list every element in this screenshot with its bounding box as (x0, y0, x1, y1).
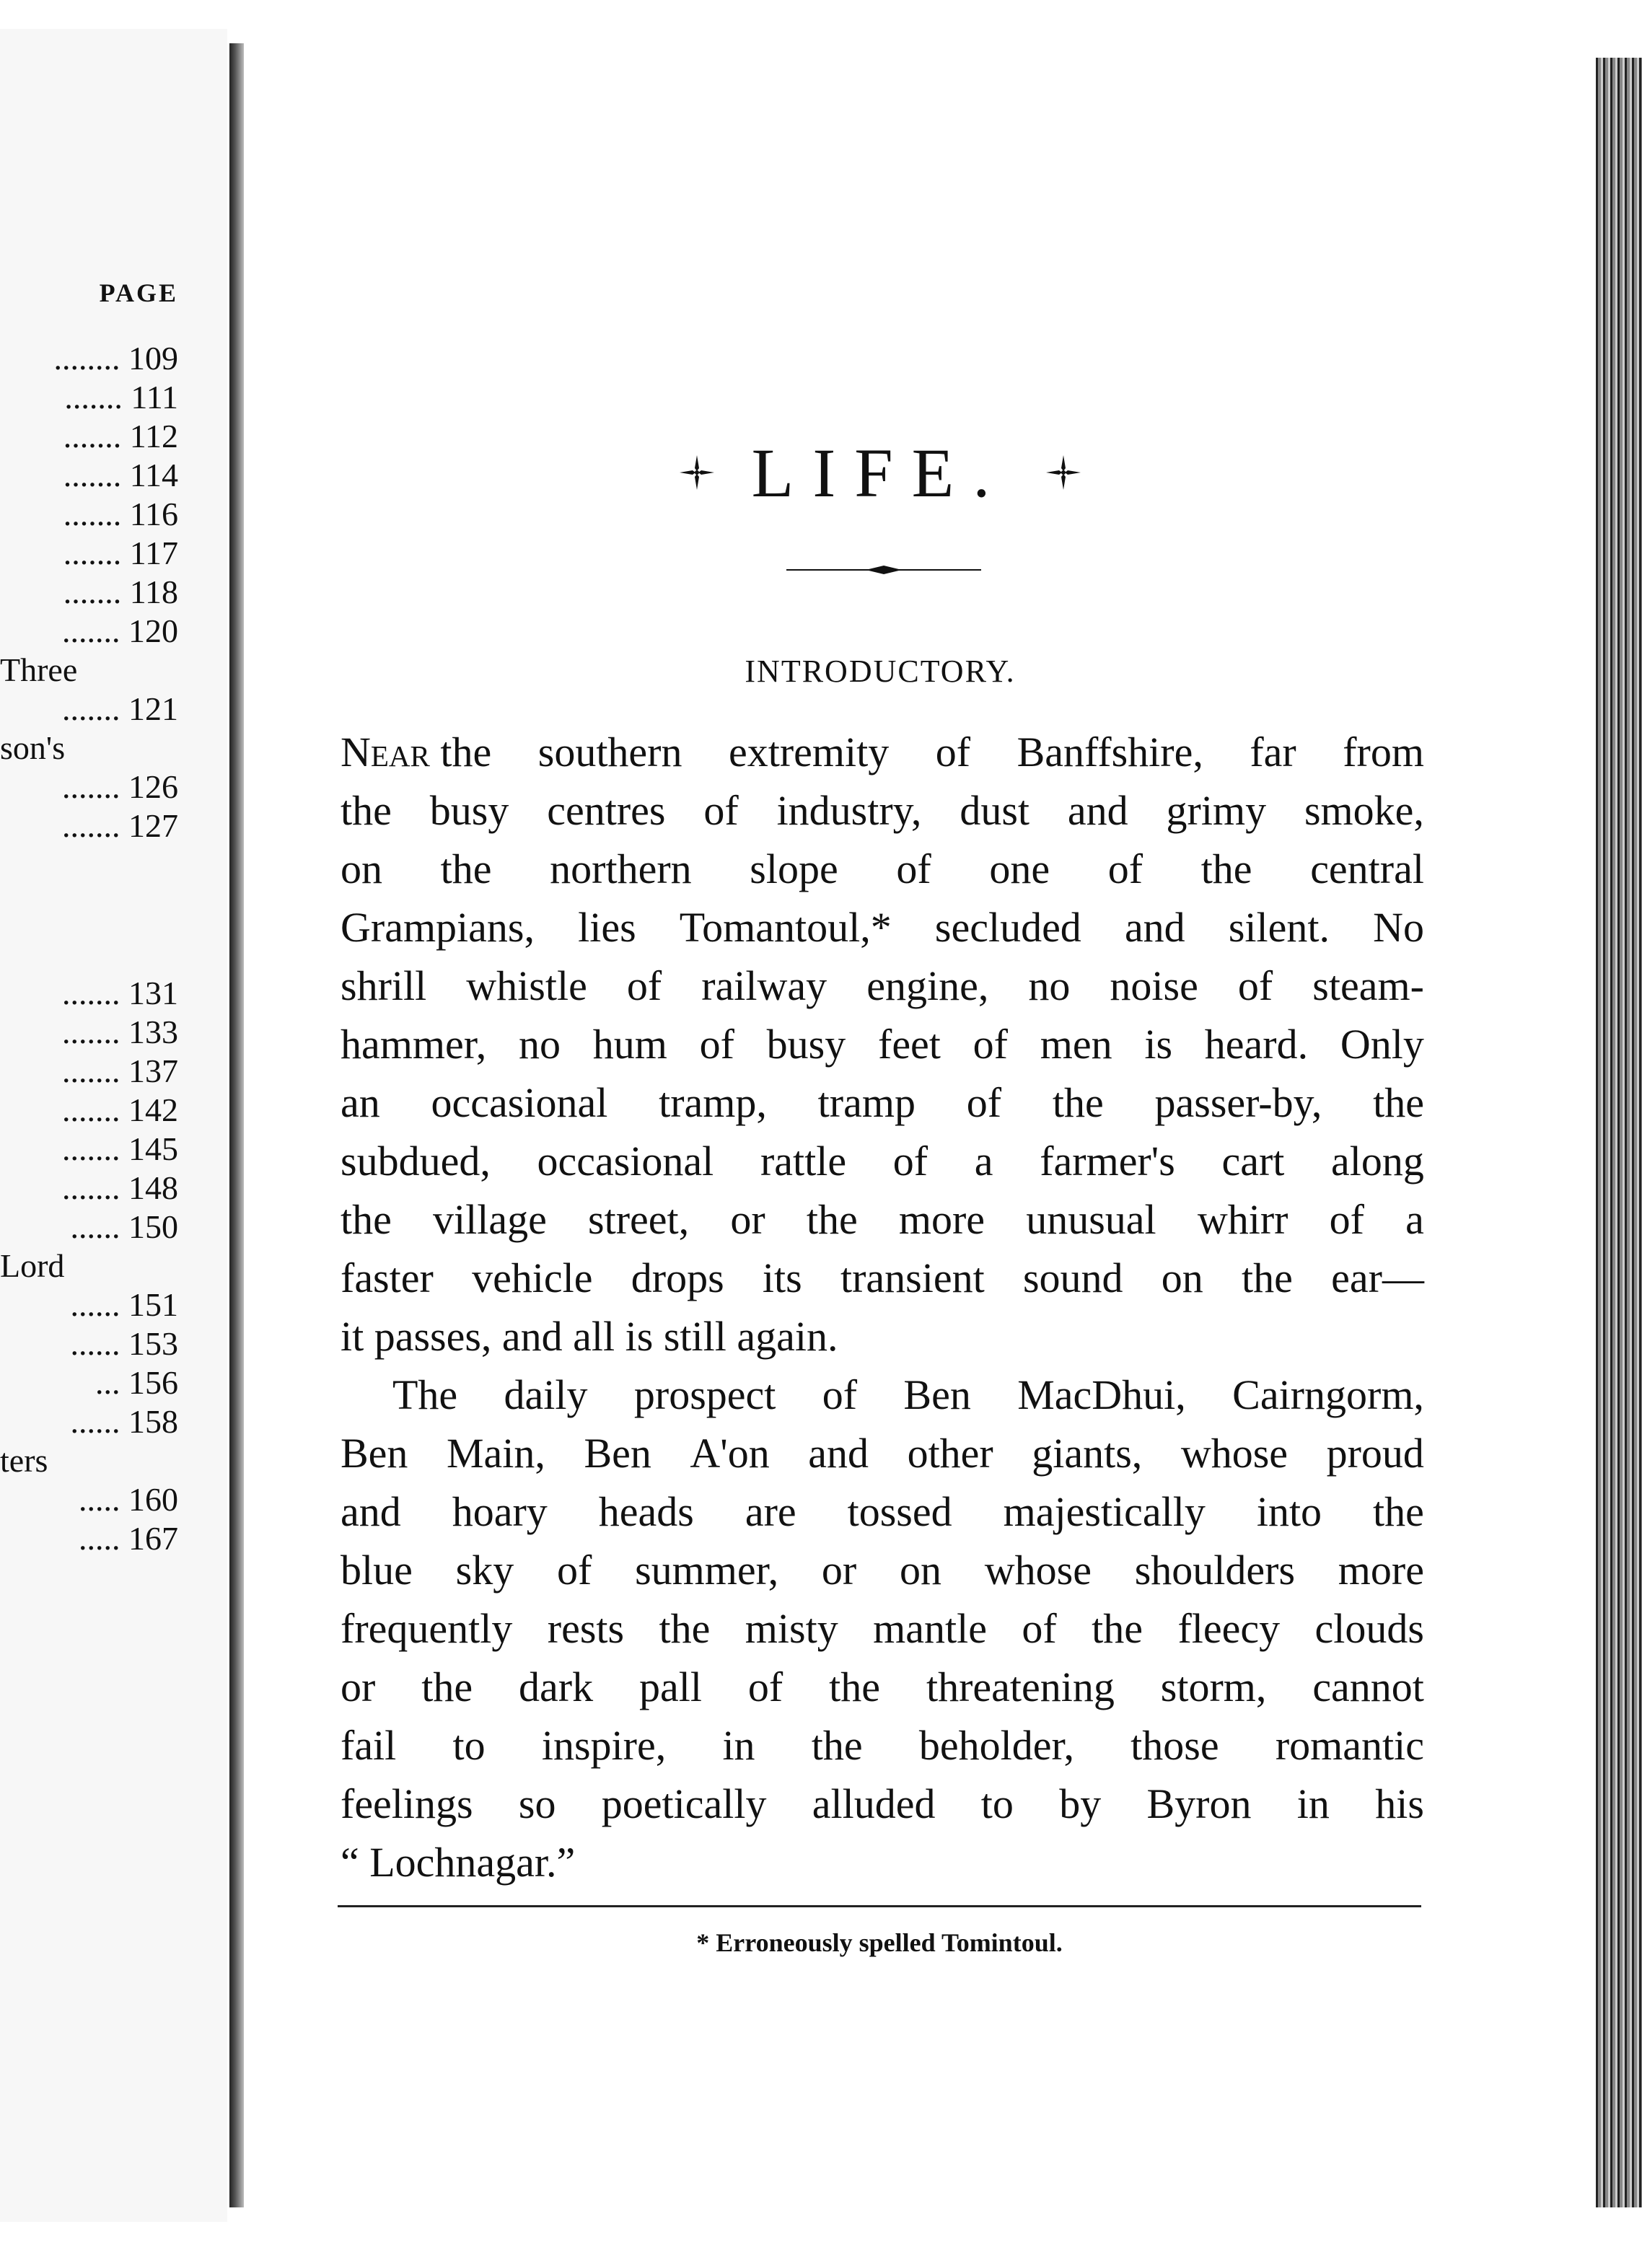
toc-entry (71, 1208, 179, 1246)
toc-entry (54, 339, 179, 377)
toc-leader-dots: ....... (62, 768, 128, 805)
footnote-rule (338, 1905, 1421, 1907)
text-line: faster vehicle drops its transient sound on the ear— (341, 1254, 1424, 1301)
toc-page-number: 112 (129, 418, 178, 454)
text-line: Ben Main, Ben A'on and other giants, whose proud (341, 1430, 1424, 1477)
paragraph-2 (341, 1366, 1424, 1891)
toc-page-header: PAGE (99, 278, 178, 307)
toc-page-number: 118 (129, 573, 178, 610)
toc-leader-dots: ... (95, 1364, 128, 1401)
toc-page-number: 111 (131, 379, 178, 416)
toc-leader-dots: ....... (63, 418, 130, 454)
text-line: it passes, and all is still again. (341, 1313, 838, 1360)
toc-page-number: 126 (128, 768, 178, 805)
toc-leader-dots: ..... (79, 1481, 128, 1518)
toc-page-number: 120 (128, 612, 178, 649)
page-edge-stack (1596, 58, 1642, 2207)
text-line: the village street, or the more unusual whirr of a (341, 1196, 1424, 1243)
text-line: hammer, no hum of busy feet of men is heard. Only (341, 1021, 1424, 1068)
toc-leader-dots: ...... (70, 1325, 128, 1362)
toc-leader-dots: ........ (53, 340, 128, 377)
toc-page-number: 114 (129, 457, 178, 493)
toc-entry (71, 1402, 179, 1441)
toc-page-number: 145 (128, 1130, 178, 1167)
toc-entry (63, 495, 178, 533)
toc-entry (62, 612, 178, 650)
toc-leader-dots: ....... (62, 1091, 128, 1128)
toc-entry (95, 1363, 178, 1402)
toc-entry (62, 1052, 178, 1090)
chapter-title: LIFE. (751, 434, 1009, 511)
toc-leader-dots: ....... (63, 573, 130, 610)
text-line: Near the southern extremity of Banffshire, far from (341, 729, 1424, 775)
toc-leader-dots: ....... (62, 612, 128, 649)
toc-page-number: 148 (128, 1169, 178, 1206)
decorative-rule-icon (786, 563, 981, 577)
paragraph-1 (341, 723, 1424, 1366)
ornament-left-icon (677, 452, 717, 493)
toc-leader-dots: ...... (70, 1403, 128, 1440)
text-line: feelings so poetically alluded to by Byron in his (341, 1780, 1424, 1827)
text-line: “ Lochnagar.” (341, 1839, 576, 1886)
toc-page-number: 121 (128, 690, 178, 727)
toc-page-number: 109 (128, 340, 178, 377)
toc-fragment: son's (0, 729, 66, 766)
toc-leader-dots: ....... (64, 379, 131, 416)
toc-page-number: 137 (128, 1052, 178, 1089)
toc-entry (71, 1285, 179, 1324)
text-line: Grampians, lies Tomantoul,* secluded and silent. No (341, 904, 1424, 951)
toc-fragment: Lord (0, 1247, 65, 1284)
toc-entry (62, 806, 178, 845)
toc-leader-dots: ....... (63, 457, 130, 493)
left-page (0, 29, 227, 2222)
toc-entry (62, 1169, 178, 1207)
toc-page-number: 150 (128, 1208, 178, 1245)
toc-page-number: 127 (128, 807, 178, 844)
toc-page-number: 131 (128, 975, 178, 1011)
body-text (341, 723, 1424, 1891)
toc-entry (63, 417, 178, 455)
toc-entry (79, 1480, 178, 1518)
toc-leader-dots: ...... (70, 1208, 128, 1245)
toc-leader-dots: ....... (62, 690, 128, 727)
toc-page-number: 156 (128, 1364, 178, 1401)
toc-page-number: 153 (128, 1325, 178, 1362)
text-line: frequently rests the misty mantle of the fleecy clouds (341, 1605, 1424, 1652)
toc-entry (63, 573, 178, 611)
toc-leader-dots: ....... (62, 975, 128, 1011)
toc-entry (64, 378, 178, 416)
section-subheading: INTRODUCTORY. (745, 654, 1016, 689)
text-line: blue sky of summer, or on whose shoulders more (341, 1547, 1424, 1594)
book-spine-shadow (229, 43, 244, 2207)
toc-entry (62, 1013, 178, 1051)
toc-fragment: ters (0, 1442, 48, 1479)
toc-entry (62, 1130, 178, 1168)
text-line: the busy centres of industry, dust and grimy smoke, (341, 787, 1424, 834)
toc-leader-dots: ....... (62, 1014, 128, 1050)
toc-page-number: 160 (128, 1481, 178, 1518)
ornament-right-icon (1043, 452, 1084, 493)
toc-page-number: 117 (129, 535, 178, 571)
toc-entry (62, 768, 178, 806)
text-line: fail to inspire, in the beholder, those romantic (341, 1722, 1424, 1769)
text-line: and hoary heads are tossed majestically into the (341, 1488, 1424, 1535)
toc-page-number: 133 (128, 1014, 178, 1050)
toc-page-number: 116 (129, 496, 178, 532)
toc-entry (62, 974, 178, 1012)
text-line: on the northern slope of one of the central (341, 845, 1424, 892)
toc-page-number: 158 (128, 1403, 178, 1440)
toc-leader-dots: ...... (70, 1286, 128, 1323)
footnote: * Erroneously spelled Tomintoul. (696, 1928, 1063, 1957)
toc-leader-dots: ..... (79, 1520, 128, 1557)
text-line: The daily prospect of Ben MacDhui, Cairngorm, (392, 1371, 1424, 1418)
toc-leader-dots: ....... (63, 496, 130, 532)
toc-leader-dots: ....... (62, 1169, 128, 1206)
toc-page-number: 151 (128, 1286, 178, 1323)
toc-entry (63, 456, 178, 494)
toc-leader-dots: ....... (62, 807, 128, 844)
toc-leader-dots: ....... (63, 535, 130, 571)
toc-page-number: 167 (128, 1520, 178, 1557)
chapter-title-row (606, 433, 1154, 512)
text-line: an occasional tramp, tramp of the passer-by, the (341, 1079, 1424, 1126)
toc-entry (63, 534, 178, 572)
toc-page-number: 142 (128, 1091, 178, 1128)
toc-leader-dots: ....... (62, 1052, 128, 1089)
text-line: shrill whistle of railway engine, no noise of steam- (341, 962, 1424, 1009)
text-line: or the dark pall of the threatening storm, cannot (341, 1663, 1424, 1710)
text-line: subdued, occasional rattle of a farmer's cart along (341, 1138, 1424, 1184)
toc-entry (62, 690, 178, 728)
toc-fragment: Three (0, 651, 78, 688)
toc-entry (71, 1324, 179, 1363)
toc-leader-dots: ....... (62, 1130, 128, 1167)
toc-entry (79, 1519, 178, 1557)
toc-entry (62, 1091, 178, 1129)
